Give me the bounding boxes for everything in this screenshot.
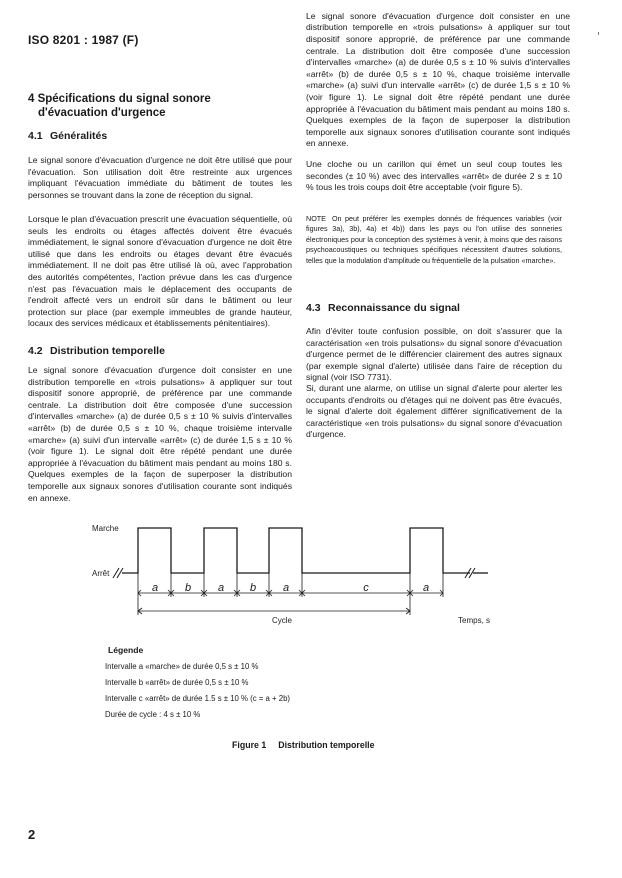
section-4-1-number: 4.1 bbox=[28, 130, 43, 142]
section-4-title-line2: d'évacuation d'urgence bbox=[38, 107, 166, 119]
section-4-heading bbox=[28, 92, 298, 120]
section-4-2-number: 4.2 bbox=[28, 345, 43, 357]
axis-break-left bbox=[113, 568, 123, 578]
label-marche: Marche bbox=[92, 524, 119, 533]
legend-item-cycle: Durée de cycle : 4 s ± 10 % bbox=[105, 710, 201, 719]
interval-label-c: c bbox=[363, 582, 369, 594]
section-4-3-paragraph-2: Si, durant une alarme, on utilise un signal d'alerte pour alerter les occupants d'endroits ou d'étages qui ne doivent pas être évacués, le signal d'alerte doit également différer significativement de la caractéristique «en trois pulsations» du signal sonore d'évacuation d'urgence. bbox=[306, 383, 562, 440]
interval-label-b1: b bbox=[184, 582, 192, 594]
section-4-2-paragraph-1-text: Le signal sonore d'évacuation d'urgence doit consister en une distribution temporelle en «trois pulsations» à appliquer sur tout dispositif sonore approprié, de préférence par une commande centrale. La distribution doit être composée d'une succession d'intervalles «marche» (a) de durée 0,5 s ± 10 % suivis d'intervalles «arrêt» (b) de durée 0,5 s ± 10 %, chaque troisième intervalle «marche» (a) suivi d'un intervalle «arrêt» (c) de durée 1,5 s ± 10 % (voir figure 1). Le signal doit être répété pendant une durée appropriée à l'évacuation du bâtiment mais pendant au moins 180 s. Quelques exemples de la façon de superposer la distribution temporelle aux signaux sonores d'utilisation courante sont indiqués en annexe. bbox=[28, 365, 292, 503]
legend-title: Légende bbox=[108, 645, 144, 655]
figure-caption bbox=[232, 740, 375, 750]
section-4-1-title: Généralités bbox=[50, 130, 108, 142]
time-axis-label: Temps, s bbox=[458, 616, 491, 625]
section-4-2-paragraph-1-continued-text: Le signal sonore d'évacuation d'urgence doit consister en une distribution temporelle en «trois pulsations» à appliquer sur tout dispositif sonore approprié, de préférence par une commande centrale. La distribution doit être composée d'une succession d'intervalles «marche» (a) de durée 0,5 s ± 10 % suivis d'intervalles «arrêt» (b) de durée 0,5 s ± 10 %, chaque troisième intervalle «marche» (a) suivi d'un intervalle «arrêt» (c) de durée 1,5 s ± 10 % (voir figure 1). Le signal doit être répété pendant une durée appropriée à l'évacuation du bâtiment mais pendant au moins 180 s. Quelques exemples de la façon de superposer la distribution temporelle aux signaux sonores d'utilisation courante sont indiqués en annexe. bbox=[306, 10, 570, 149]
note-text: On peut préférer les exemples donnés de fréquences variables (voir figures 3a), 3b), 4a) et 4b)) dans les pays ou l'on utilise des sonneries électroniques pour la conception des systèmes à venir, à moins que des raisons psychoacoustiques ou techniques spécifiques nécessitent d'autres solutions, telles que la modulation d'amplitude ou fréquentielle de la pulsation «marche». bbox=[306, 214, 562, 265]
section-4-3-paragraph-1: Afin d'éviter toute confusion possible, on doit s'assurer que la caractérisation «en trois pulsations» du signal sonore d'évacuation d'urgence permet de le différencier clairement des autres signaux (par exemple signal d'alerte) utilisée dans l'aire de réception du signal (voir ISO 7731). bbox=[306, 326, 562, 383]
interval-label-a2: a bbox=[217, 582, 225, 594]
section-4-2-note bbox=[306, 214, 562, 266]
section-4-2-paragraph-1-continued bbox=[306, 10, 570, 149]
section-4-title-line1: 4 Spécifications du signal sonore bbox=[28, 93, 211, 105]
section-4-3-heading bbox=[306, 302, 460, 314]
corner-mark bbox=[598, 32, 599, 35]
interval-label-a4: a bbox=[422, 582, 430, 594]
figure-number: Figure 1 bbox=[232, 740, 267, 750]
interval-label-a1: a bbox=[151, 582, 159, 594]
label-arret: Arrêt bbox=[92, 569, 110, 578]
section-4-1-paragraph-2: Lorsque le plan d'évacuation prescrit une évacuation séquentielle, où seuls les endroits ou étages affectés doivent être évacués immédiatement, le signal sonore d'évacuation d'urgence ne doit être utilisé que dans les endroits ou étages devant être évacués immédiatement. Il ne doit pas être utilisé là où, avec l'approbation des autorités compétentes, l'action prévue dans les cas d'urgence n'est pas l'évacuation mais le déplacement des occupants de l'endroit affecté vers un endroit sûr dans le bâtiment ou leur protection sur place (par exemple immeubles de grande hauteur, locaux des services médicaux et établissements pénitentiaires). bbox=[28, 214, 292, 329]
interval-label-a3: a bbox=[282, 582, 290, 594]
cycle-dimension bbox=[138, 608, 410, 614]
section-4-2-paragraph-2: Une cloche ou un carillon qui émet un seul coup toutes les secondes (± 10 %) avec des intervalles «arrêt» de durée 2 s ± 10 % tous les trois coups doit être acceptable (voir figure 5). bbox=[306, 159, 562, 193]
legend-item-b: Intervalle b «arrêt» de durée 0,5 s ± 10 % bbox=[105, 678, 249, 687]
cycle-label: Cycle bbox=[271, 616, 293, 625]
timing-diagram bbox=[0, 515, 622, 630]
section-4-3-number: 4.3 bbox=[306, 302, 321, 314]
document-header: ISO 8201 : 1987 (F) bbox=[28, 33, 139, 47]
section-4-2-title: Distribution temporelle bbox=[50, 345, 165, 357]
signal-waveform bbox=[122, 528, 470, 573]
section-4-2-heading bbox=[28, 345, 165, 357]
section-4-1-paragraph-1: Le signal sonore d'évacuation d'urgence ne doit être utilisé que pour l'évacuation. Son utilisation doit être restreinte aux urgences impliquant l'évacuation immédiate du bâtiment de toutes les personnes se trouvant dans la zone de réception du signal. bbox=[28, 155, 292, 200]
section-4-2-paragraph-1 bbox=[28, 365, 292, 503]
section-4-3-title: Reconnaissance du signal bbox=[328, 302, 460, 314]
interval-labels bbox=[152, 582, 429, 594]
legend-item-a: Intervalle a «marche» de durée 0,5 s ± 10 % bbox=[105, 662, 259, 671]
figure-title: Distribution temporelle bbox=[278, 740, 375, 750]
note-label: NOTE bbox=[306, 214, 326, 223]
interval-label-b2: b bbox=[249, 582, 257, 594]
interval-dimension-lines bbox=[138, 590, 443, 596]
page-number: 2 bbox=[28, 827, 36, 842]
interval-markers bbox=[138, 573, 443, 615]
section-4-1-heading bbox=[28, 130, 107, 142]
legend-item-c: Intervalle c «arrêt» de durée 1.5 s ± 10 % (c = a + 2b) bbox=[105, 694, 291, 703]
